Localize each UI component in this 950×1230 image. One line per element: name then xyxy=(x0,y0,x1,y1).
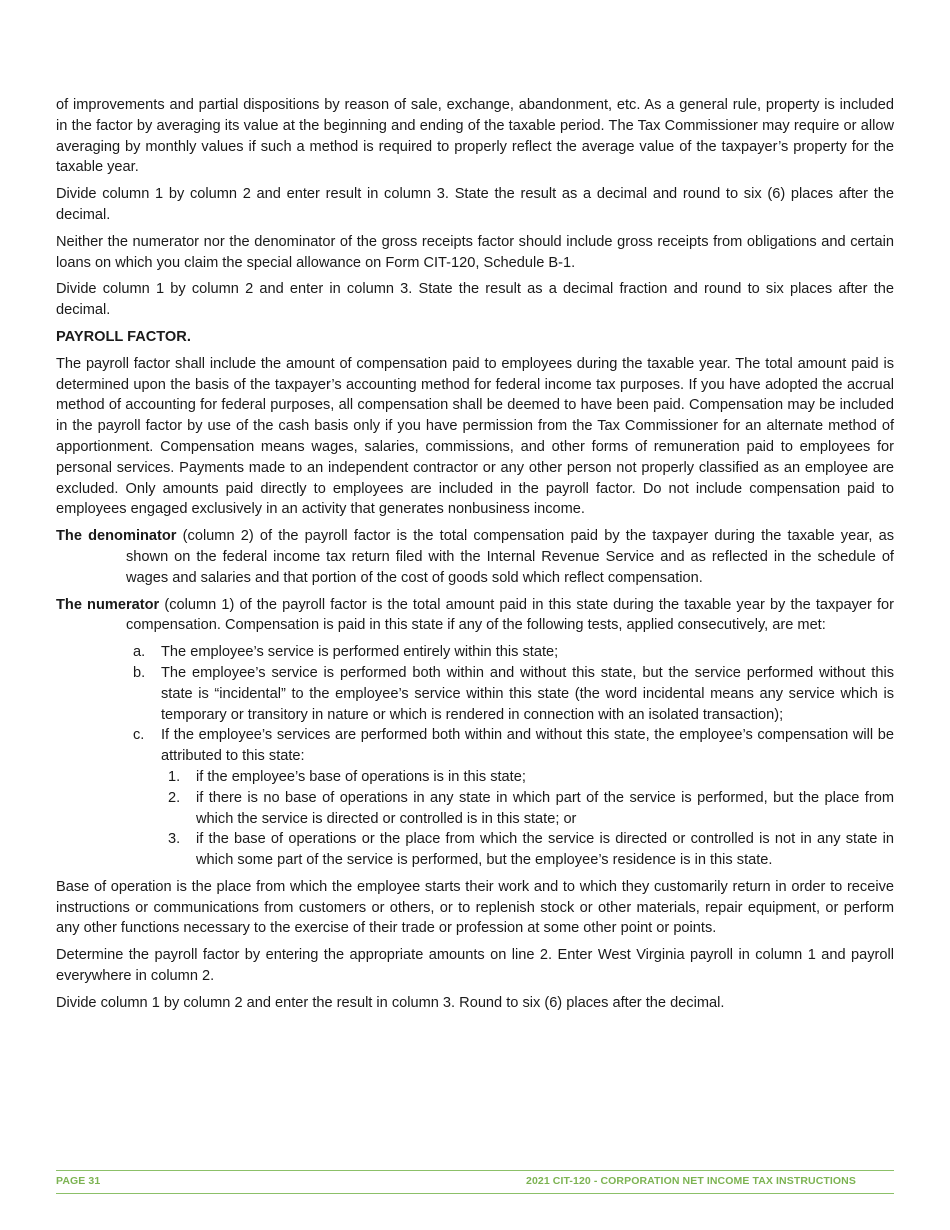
paragraph-property-divide: Divide column 1 by column 2 and enter result in column 3. State the result as a decimal and round to six (6) places after the decimal. xyxy=(56,186,894,223)
paragraph-determine-payroll: Determine the payroll factor by entering the appropriate amounts on line 2. Enter West Virginia payroll in column 1 and payroll everywhere in column 2. xyxy=(56,947,894,985)
denominator-text: (column 2) of the payroll factor is the total compensation paid by the taxpayer during the taxable year, as shown on the federal income tax return filed with the Internal Revenue Service and as reflected in the schedule of wages and salaries and that portion of the cost of goods sold which reflect compensation. xyxy=(126,528,895,586)
document-body xyxy=(56,95,894,1020)
list-item xyxy=(168,788,894,830)
list-item-text: if the base of operations or the place from which the service is directed or controlled is not in any state in which some part of the service is performed, but the employee’s residence is in this state. xyxy=(196,831,894,869)
list-item xyxy=(168,829,894,871)
list-item xyxy=(168,767,894,788)
footer-rule-bottom xyxy=(56,1193,894,1194)
list-item xyxy=(133,663,894,725)
list-item-text: The employee’s service is performed entirely within this state; xyxy=(161,644,559,661)
paragraph-property-averaging: of improvements and partial dispositions by reason of sale, exchange, abandonment, etc. As a general rule, property is included in the factor by averaging its value at the beginning and ending of the taxable period. The Tax Commissioner may require or allow averaging by monthly values if such a method is required to properly reflect the average value of the taxpayer’s property for the taxable year. xyxy=(56,97,894,176)
section-heading-payroll-factor: PAYROLL FACTOR. xyxy=(56,328,191,345)
paragraph-denominator xyxy=(56,526,894,588)
list-marker: 1. xyxy=(168,768,181,785)
list-item-text: If the employee’s services are performed both within and without this state, the employee’s compensation will be attributed to this state: xyxy=(161,727,894,765)
list-item xyxy=(133,642,894,663)
list-marker: c. xyxy=(133,727,145,744)
paragraph-base-of-operation: Base of operation is the place from which the employee starts their work and to which they customarily return in order to receive instructions or communications from customers or others, or to replenish stock or other materials, repair equipment, or perform any other functions necessary to the exercise of their trade or profession at some other point or points. xyxy=(56,878,894,937)
list-marker: 3. xyxy=(168,831,181,848)
paragraph-payroll-divide: Divide column 1 by column 2 and enter the result in column 3. Round to six (6) places after the decimal. xyxy=(56,994,725,1011)
numerator-text: (column 1) of the payroll factor is the total amount paid in this state during the taxable year by the taxpayer for compensation. Compensation is paid in this state if any of the following tests, applied consecutively, are met: xyxy=(126,596,894,634)
document-title: 2021 CIT-120 - CORPORATION NET INCOME TAX INSTRUCTIONS xyxy=(526,1175,856,1187)
list-item xyxy=(133,725,894,871)
footer-rule-top xyxy=(56,1170,894,1171)
list-marker: a. xyxy=(133,644,146,661)
paragraph-numerator xyxy=(56,595,894,637)
list-marker: 2. xyxy=(168,789,181,806)
paragraph-payroll-definition: The payroll factor shall include the amount of compensation paid to employees during the taxable year. The total amount paid is determined upon the basis of the taxpayer’s accounting method for federal income tax purposes. If you have adopted the accrual method of accounting for federal purposes, all compensation shall be deemed to have been paid. Compensation may be included in the payroll factor by use of the cash basis only if you have permission from the Tax Commissioner for an alternate method of apportionment. Compensation means wages, salaries, commissions, and other forms of remuneration paid to employees for personal services. Payments made to an independent contractor or any other person not properly classified as an employee are excluded. Only amounts paid directly to employees are included in the payroll factor. Do not include compensation paid to employees engaged exclusively in an activity that generates nonbusiness income. xyxy=(56,355,894,518)
numerator-term: The numerator xyxy=(56,596,160,613)
tests-list xyxy=(56,642,894,871)
page-number: PAGE 31 xyxy=(56,1175,101,1187)
paragraph-gross-receipts-exclusion: Neither the numerator nor the denominator of the gross receipts factor should include gross receipts from obligations and certain loans on which you claim the special allowance on Form CIT-120, Schedule B-1. xyxy=(56,233,894,271)
subtests-list xyxy=(161,767,894,871)
list-item-text: if there is no base of operations in any state in which part of the service is performed, but the place from which the service is directed or controlled is in this state; or xyxy=(196,789,894,827)
list-item-text: The employee’s service is performed both within and without this state, but the service performed without this state is “incidental” to the employee’s service within this state (the word incidental means any service which is temporary or transitory in nature or which is rendered in connection with an isolated transaction); xyxy=(161,664,894,723)
list-item-text: if the employee’s base of operations is in this state; xyxy=(196,768,526,785)
paragraph-gross-receipts-divide: Divide column 1 by column 2 and enter in column 3. State the result as a decimal fraction and round to six places after the decimal. xyxy=(56,281,894,319)
list-marker: b. xyxy=(133,664,146,681)
denominator-term: The denominator xyxy=(56,528,177,545)
